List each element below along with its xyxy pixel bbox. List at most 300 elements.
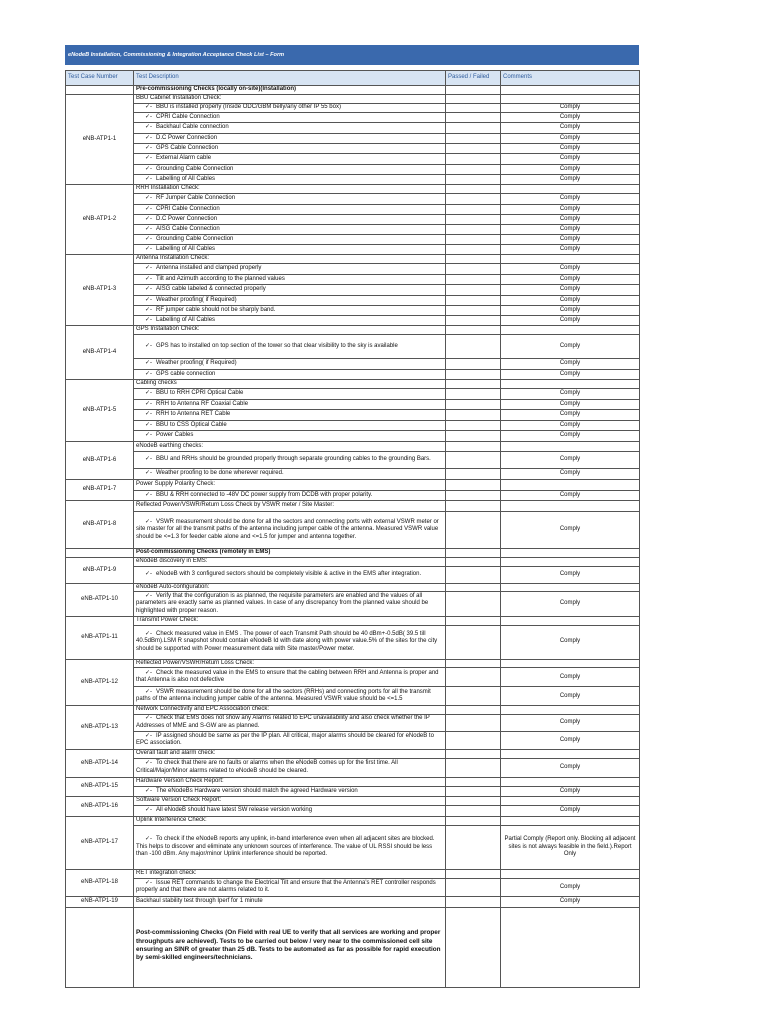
comments-cell: Comply [501, 123, 640, 134]
passed-failed-cell [446, 245, 501, 255]
check-mark-icon: ✓- [145, 370, 153, 377]
comments-cell: Comply [501, 687, 640, 706]
test-case-number: eNB-ATP1-12 [66, 659, 134, 706]
passed-failed-cell [446, 215, 501, 225]
check-item [134, 878, 446, 896]
check-item-text: External Alarm cable [156, 155, 212, 162]
comments-cell [501, 749, 640, 758]
group-heading-row [66, 185, 640, 194]
check-item [134, 431, 446, 442]
check-item-row [66, 805, 640, 816]
passed-failed-cell [446, 749, 501, 758]
comments-cell: Comply [501, 359, 640, 370]
check-item-row [66, 714, 640, 731]
check-mark-icon: ✓- [145, 360, 153, 367]
check-mark-icon: ✓- [145, 491, 153, 498]
passed-failed-cell [446, 491, 501, 501]
passed-failed-cell [446, 805, 501, 816]
test-case-number: eNB-ATP1-16 [66, 796, 134, 816]
check-item [134, 123, 446, 134]
passed-failed-cell [446, 123, 501, 134]
passed-failed-cell [446, 205, 501, 215]
group-heading-row [66, 558, 640, 567]
passed-failed-cell [446, 731, 501, 749]
group-heading-row [66, 706, 640, 715]
check-item [134, 335, 446, 359]
check-mark-icon: ✓- [145, 807, 153, 814]
check-item [134, 370, 446, 380]
test-case-number: eNB-ATP1-8 [66, 501, 134, 549]
comments-cell: Comply [501, 245, 640, 255]
group-heading: Reflected Power/VSWR/Return Loss Check by VSWR meter / Site Master: [134, 501, 446, 512]
check-item [134, 296, 446, 306]
post-commissioning-section-heading: Post-commissioning Checks (remotely in EMS) [134, 549, 446, 558]
comments-cell [501, 869, 640, 878]
check-item-text: Verify that the configuration is as planned, the requisite parameters are enabled and the values of all parameters are exactly same as planned values. In case of any discrepancy from the planned value should be highlighted with proper reason. [136, 592, 429, 614]
check-mark-icon: ✓- [145, 390, 153, 397]
comments-cell: Comply [501, 215, 640, 225]
check-item-text: Grounding Cable Connection [156, 235, 234, 242]
empty-cell [66, 86, 134, 95]
group-heading: Transmit Power Check: [134, 617, 446, 626]
group-heading: Uplink Interference Check: [134, 816, 446, 825]
comments-cell: Comply [501, 104, 640, 113]
check-item-text: Check the measured value in the EMS to ensure that the cabling between RRH and Antenna is proper and that Antenna is also not defective [136, 669, 439, 684]
check-item [134, 306, 446, 316]
group-heading: eNodeB Auto-configuration: [134, 583, 446, 592]
group-heading: Antenna Installation Check: [134, 255, 446, 264]
check-mark-icon: ✓- [145, 470, 153, 477]
check-mark-icon: ✓- [145, 630, 153, 637]
check-mark-icon: ✓- [145, 688, 153, 695]
passed-failed-cell [446, 275, 501, 285]
check-item-row [66, 421, 640, 431]
check-item-text: RF jumper cable should not be sharply band. [156, 306, 276, 313]
comments-cell: Comply [501, 370, 640, 380]
check-item-row [66, 144, 640, 154]
passed-failed-cell [446, 480, 501, 491]
group-heading-row [66, 326, 640, 335]
test-case-number: eNB-ATP1-5 [66, 380, 134, 442]
check-item [134, 512, 446, 549]
check-item [134, 264, 446, 275]
passed-failed-cell [446, 86, 501, 95]
comments-cell: Comply [501, 469, 640, 480]
check-item-row [66, 134, 640, 144]
check-mark-icon: ✓- [145, 592, 153, 599]
group-heading-row [66, 255, 640, 264]
group-heading-row [66, 380, 640, 389]
check-item-row [66, 878, 640, 896]
comments-cell: Comply [501, 113, 640, 123]
post-commissioning-section-row [66, 549, 640, 558]
passed-failed-cell [446, 104, 501, 113]
comments-cell: Comply [501, 592, 640, 617]
check-item-text: To check that there are no faults or alarms when the eNodeB comes up for the first time. All Critical/Major/Minor alarms related to eNodeB should be cleared. [136, 760, 398, 774]
check-mark-icon: ✓- [145, 732, 153, 739]
group-heading-row [66, 796, 640, 805]
passed-failed-cell [446, 144, 501, 154]
field-test-section-row [66, 907, 640, 987]
check-item-text: GPS Cable Connection [156, 144, 219, 151]
check-mark-icon: ✓- [145, 421, 153, 428]
comments-cell: Comply [501, 805, 640, 816]
check-item-text: Labelling of All Cables [156, 245, 216, 252]
passed-failed-cell [446, 113, 501, 123]
check-mark-icon: ✓- [145, 669, 153, 676]
test-case-number: eNB-ATP1-7 [66, 480, 134, 501]
passed-failed-cell [446, 370, 501, 380]
passed-failed-cell [446, 469, 501, 480]
check-item-text: AISG Cable Connection [156, 225, 220, 232]
check-item [134, 668, 446, 687]
check-item [134, 786, 446, 796]
check-item [134, 592, 446, 617]
check-item-text: AISG cable labeled & connected properly [156, 286, 266, 293]
check-item-text: Labelling of All Cables [156, 316, 216, 323]
passed-failed-cell [446, 421, 501, 431]
check-item-row [66, 335, 640, 359]
passed-failed-cell [446, 625, 501, 659]
check-item-text: Backhaul Cable connection [156, 124, 229, 131]
check-item [134, 104, 446, 113]
check-mark-icon: ✓- [145, 215, 153, 222]
passed-failed-cell [446, 235, 501, 245]
check-mark-icon: ✓- [145, 144, 153, 151]
check-mark-icon: ✓- [145, 306, 153, 313]
check-item [134, 805, 446, 816]
check-item-row [66, 731, 640, 749]
check-item-row [66, 410, 640, 421]
check-item-row [66, 592, 640, 617]
check-item-text: Power Cables [156, 432, 194, 439]
check-item-text: Check measured value in EMS . The power of each Transmit Path should be 40 dBm+-0.5dB( 39.5 till 40.5dBm).LSM R snapshot should contain eNodeB Id with date along with power value.5% of the sites for the city should be supported with Power measurement data with Site master/Power meter. [136, 630, 438, 653]
group-heading: Network Connectivity and EPC Association check: [134, 706, 446, 715]
passed-failed-cell [446, 452, 501, 469]
check-item-row [66, 123, 640, 134]
passed-failed-cell [446, 225, 501, 235]
check-item-row [66, 104, 640, 113]
check-mark-icon: ✓- [145, 879, 153, 886]
check-item-text: To check if the eNodeB reports any uplink, in-band interference even when all adjacent sites are blocked. This helps to discover and eliminate any unknown sources of interference. The value of UL RSSI should be less than -100 dBm. Any major/minor Uplink interference should be reported. [136, 836, 435, 858]
passed-failed-cell [446, 296, 501, 306]
comments-cell [501, 442, 640, 452]
check-item [134, 154, 446, 165]
passed-failed-cell [446, 592, 501, 617]
check-item-row [66, 758, 640, 777]
check-mark-icon: ✓- [145, 124, 153, 131]
passed-failed-cell [446, 878, 501, 896]
check-item-text: CPRI Cable Connection [156, 113, 220, 120]
passed-failed-cell [446, 816, 501, 825]
check-item [134, 491, 446, 501]
passed-failed-cell [446, 264, 501, 275]
comments-cell: Comply [501, 285, 640, 296]
comments-cell: Comply [501, 144, 640, 154]
passed-failed-cell [446, 659, 501, 668]
passed-failed-cell [446, 907, 501, 987]
test-case-number: eNB-ATP1-18 [66, 869, 134, 896]
check-item-text: Weather proofing( if Required) [156, 360, 237, 367]
check-item-text: Issue RET commands to change the Electrical Tilt and ensure that the Antenna's RET controller responds properly and that there are not alarms related to it. [136, 879, 436, 894]
check-mark-icon: ✓- [145, 175, 153, 182]
check-item [134, 687, 446, 706]
check-item-row [66, 285, 640, 296]
group-heading: Reflected Power/VSWR/Return Loss Check: [134, 659, 446, 668]
comments-cell: Comply [501, 896, 640, 907]
group-heading-row [66, 501, 640, 512]
passed-failed-cell [446, 549, 501, 558]
comments-cell: Partial Comply (Report only. Blocking all adjacent sites is not always feasible in the field.).Report Only [501, 825, 640, 869]
check-item-text: Weather proofing to be done wherever required. [156, 470, 284, 477]
passed-failed-cell [446, 255, 501, 264]
comments-cell [501, 558, 640, 567]
check-item-text: IP assigned should be same as per the IP plan. All critical, major alarms should be cleared for eNodeB to EPC association. [136, 732, 434, 747]
pre-commissioning-section-row [66, 86, 640, 95]
passed-failed-cell [446, 185, 501, 194]
check-item [134, 731, 446, 749]
passed-failed-cell [446, 306, 501, 316]
comments-cell [501, 907, 640, 987]
comments-cell: Comply [501, 165, 640, 175]
test-case-number: eNB-ATP1-3 [66, 255, 134, 326]
check-item-row [66, 215, 640, 225]
comments-cell: Comply [501, 205, 640, 215]
check-mark-icon: ✓- [145, 456, 153, 463]
comments-cell [501, 659, 640, 668]
check-mark-icon: ✓- [145, 316, 153, 323]
check-item-row [66, 431, 640, 442]
comments-cell: Comply [501, 194, 640, 205]
check-mark-icon: ✓- [145, 265, 153, 272]
passed-failed-cell [446, 714, 501, 731]
check-item-row [66, 316, 640, 326]
check-item-text: Weather proofing( if Required) [156, 296, 237, 303]
check-item-text: GPS has to installed on top section of the tower so that clear visibility to the sky is available [156, 342, 398, 349]
check-item-row [66, 194, 640, 205]
checklist-sheet [65, 45, 639, 988]
comments-cell: Comply [501, 264, 640, 275]
check-item [134, 359, 446, 370]
group-heading-row [66, 749, 640, 758]
comments-cell [501, 617, 640, 626]
check-item-row [66, 296, 640, 306]
check-mark-icon: ✓- [145, 760, 153, 767]
check-mark-icon: ✓- [145, 787, 153, 794]
header-test-description: Test Description [134, 71, 446, 86]
group-heading-row [66, 777, 640, 786]
header-comments: Comments [501, 71, 640, 86]
passed-failed-cell [446, 400, 501, 410]
empty-cell [66, 549, 134, 558]
check-item-text: RF Jumper Cable Connection [156, 195, 236, 202]
group-heading: GPS Installation Check: [134, 326, 446, 335]
comments-cell: Comply [501, 625, 640, 659]
comments-cell: Comply [501, 878, 640, 896]
check-item-row [66, 370, 640, 380]
passed-failed-cell [446, 796, 501, 805]
check-mark-icon: ✓- [145, 165, 153, 172]
comments-cell [501, 549, 640, 558]
comments-cell: Comply [501, 316, 640, 326]
check-mark-icon: ✓- [145, 104, 153, 111]
comments-cell: Comply [501, 566, 640, 583]
check-item-row [66, 245, 640, 255]
group-heading-row [66, 816, 640, 825]
comments-cell [501, 501, 640, 512]
check-item-row [66, 452, 640, 469]
group-heading-row [66, 480, 640, 491]
test-case-number: eNB-ATP1-19 [66, 896, 134, 907]
check-mark-icon: ✓- [145, 715, 153, 722]
check-mark-icon: ✓- [145, 235, 153, 242]
check-item-row [66, 625, 640, 659]
check-item-text: BBU to CSS Optical Cable [156, 421, 227, 428]
test-case-number: eNB-ATP1-14 [66, 749, 134, 777]
passed-failed-cell [446, 617, 501, 626]
comments-cell [501, 583, 640, 592]
check-item [134, 194, 446, 205]
group-heading-row [66, 659, 640, 668]
passed-failed-cell [446, 389, 501, 400]
passed-failed-cell [446, 825, 501, 869]
group-heading-row [66, 896, 640, 907]
check-mark-icon: ✓- [145, 155, 153, 162]
check-item-row [66, 175, 640, 185]
passed-failed-cell [446, 777, 501, 786]
passed-failed-cell [446, 668, 501, 687]
test-case-number: eNB-ATP1-10 [66, 583, 134, 617]
passed-failed-cell [446, 687, 501, 706]
check-mark-icon: ✓- [145, 400, 153, 407]
group-heading: RRH Installation Check: [134, 185, 446, 194]
passed-failed-cell [446, 326, 501, 335]
check-item [134, 175, 446, 185]
check-item-row [66, 469, 640, 480]
pre-commissioning-section-heading: Pre-commissioning Checks (locally on-site)(Installation) [134, 86, 446, 95]
comments-cell: Comply [501, 275, 640, 285]
check-item-row [66, 825, 640, 869]
passed-failed-cell [446, 706, 501, 715]
check-item [134, 469, 446, 480]
check-item-text: RRH to Antenna RF Coaxial Cable [156, 400, 249, 407]
passed-failed-cell [446, 786, 501, 796]
check-item [134, 452, 446, 469]
passed-failed-cell [446, 165, 501, 175]
group-heading: Software Version Check Report: [134, 796, 446, 805]
checklist-table [65, 70, 640, 988]
test-case-number: eNB-ATP1-11 [66, 617, 134, 660]
test-case-number: eNB-ATP1-1 [66, 95, 134, 185]
comments-cell: Comply [501, 668, 640, 687]
group-heading-row [66, 95, 640, 104]
check-mark-icon: ✓- [145, 570, 153, 577]
group-heading: Cabling checks [134, 380, 446, 389]
check-item-row [66, 512, 640, 549]
check-item-text: D.C Power Connection [156, 215, 218, 222]
check-mark-icon: ✓- [145, 296, 153, 303]
passed-failed-cell [446, 175, 501, 185]
comments-cell [501, 706, 640, 715]
group-heading: eNodeB earthing checks: [134, 442, 446, 452]
check-item-row [66, 225, 640, 235]
comments-cell: Comply [501, 400, 640, 410]
check-item-row [66, 359, 640, 370]
comments-cell [501, 255, 640, 264]
group-heading: Backhaul stability test through Iperf for 1 minute [134, 896, 446, 907]
check-item-row [66, 306, 640, 316]
check-item [134, 421, 446, 431]
check-mark-icon: ✓- [145, 205, 153, 212]
passed-failed-cell [446, 134, 501, 144]
passed-failed-cell [446, 501, 501, 512]
check-item [134, 235, 446, 245]
comments-cell [501, 326, 640, 335]
group-heading-row [66, 583, 640, 592]
passed-failed-cell [446, 359, 501, 370]
comments-cell: Comply [501, 758, 640, 777]
comments-cell [501, 816, 640, 825]
passed-failed-cell [446, 442, 501, 452]
group-heading: BBU Cabinet Installation Check: [134, 95, 446, 104]
checklist-body [66, 86, 640, 988]
comments-cell: Comply [501, 225, 640, 235]
passed-failed-cell [446, 583, 501, 592]
check-item-row [66, 687, 640, 706]
check-item-text: The eNodeBs Hardware version should match the agreed Hardware version [156, 787, 358, 794]
passed-failed-cell [446, 512, 501, 549]
check-mark-icon: ✓- [145, 113, 153, 120]
check-item-row [66, 389, 640, 400]
check-item [134, 389, 446, 400]
check-item [134, 625, 446, 659]
check-item-text: D.C Power Connection [156, 134, 218, 141]
form-title: eNodeB Installation, Commissioning & Integration Acceptance Check List – Form [65, 45, 639, 65]
group-heading: Overall fault and alarm check: [134, 749, 446, 758]
comments-cell: Comply [501, 431, 640, 442]
check-item-row [66, 235, 640, 245]
check-item-text: GPS cable connection [156, 370, 216, 377]
check-item [134, 215, 446, 225]
passed-failed-cell [446, 566, 501, 583]
check-item-text: Check that EMS does not show any Alarms related to EPC unavailability and also check whether the IP Addresses of MME and S-GW are as planned. [136, 715, 430, 729]
group-heading-row [66, 617, 640, 626]
comments-cell [501, 796, 640, 805]
group-heading: Hardware Version Check Report: [134, 777, 446, 786]
group-heading-row [66, 442, 640, 452]
group-heading-row [66, 869, 640, 878]
test-case-number: eNB-ATP1-6 [66, 442, 134, 480]
comments-cell: Comply [501, 731, 640, 749]
group-heading: RET integration check: [134, 869, 446, 878]
check-item-row [66, 786, 640, 796]
check-mark-icon: ✓- [145, 195, 153, 202]
check-item-row [66, 205, 640, 215]
check-mark-icon: ✓- [145, 275, 153, 282]
comments-cell: Comply [501, 134, 640, 144]
header-passed-failed: Passed / Failed [446, 71, 501, 86]
header-row [66, 71, 640, 86]
comments-cell: Comply [501, 154, 640, 165]
check-item-text: eNodeB with 3 configured sectors should be completely visible & active in the EMS after integration. [156, 570, 422, 577]
check-item-row [66, 668, 640, 687]
passed-failed-cell [446, 335, 501, 359]
empty-cell [66, 907, 134, 987]
check-item [134, 225, 446, 235]
comments-cell: Comply [501, 491, 640, 501]
check-item [134, 316, 446, 326]
passed-failed-cell [446, 95, 501, 104]
